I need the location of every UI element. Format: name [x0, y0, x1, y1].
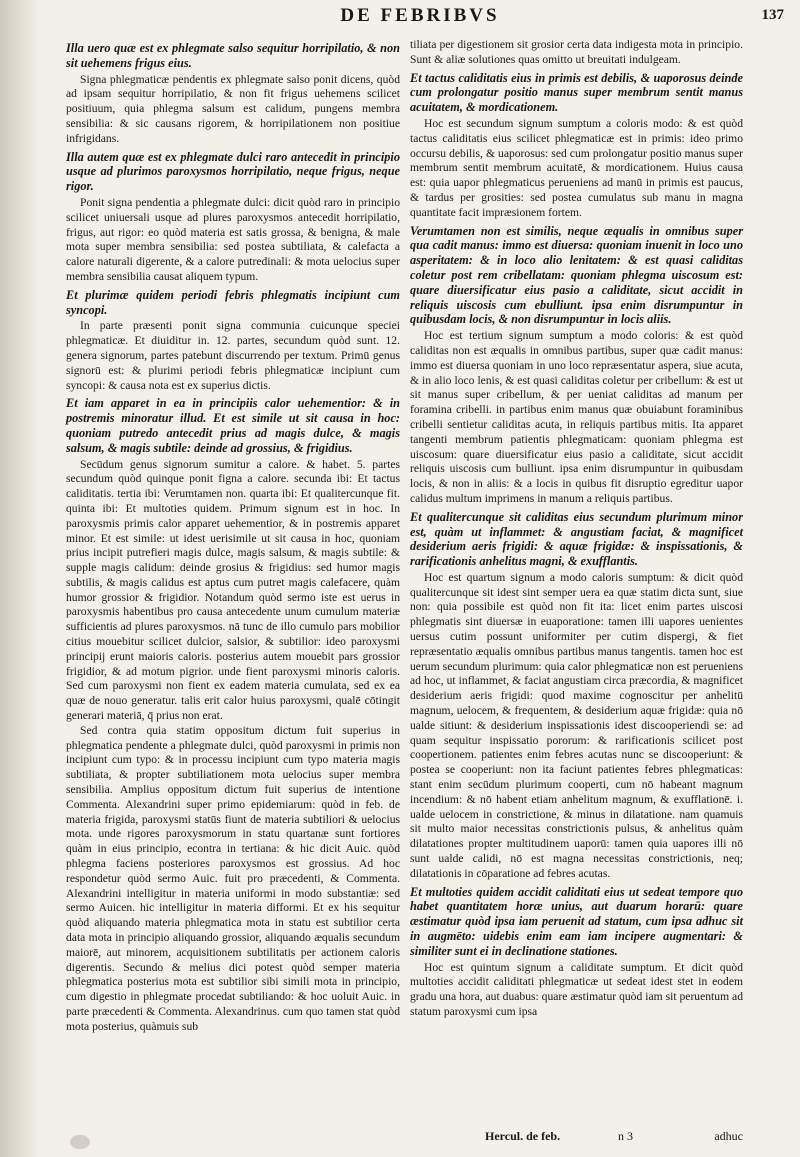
commentary-paragraph: Hoc est tertium signum sumptum a modo coloris: & est quòd caliditas non est æqualis in omnibus partibus, super quæ cadit manus: immo est diuersa quoniam in uno loco repræsentatur aspera, siue acuta, & in alio loco lenis, & est quasi caliditas coletur per cribellum: & est ut sit manus super cribellum, & per ueniat caliditas ad manum per foramina cribelli. in partibus enim manus quæ obuiabunt foraminibus cribelli sentietur caliditas acuta, in reliquis partibus mitis. Ita apparet tangenti membrum patientis phlegmaticam: quoniam phlegma est uiscosum: quare diuersificatur eius pasio a caliditate, sicut accidit reliquis uiscosis cum bulliunt. ipsa enim disrumpuntur in quibusdam locis, & non in aliis: & a locis in quibus fit disruptio egreditur uapor calidus multum imprimens in manum a reliquis partibus. — [410, 329, 743, 505]
commentary-paragraph: tiliata per digestionem sit grosior certa data indigesta mota in principio. Sunt & aliæ solutiones quas omitto ut breuitati indulgeam. — [410, 38, 743, 66]
right-column — [410, 38, 743, 1020]
left-column — [66, 38, 400, 1035]
commentary-paragraph: Sed contra quia statim oppositum dictum fuit superius in phlegmatica pendente a phlegmate dulci, quòd paroxysmi in primis non incipiunt cum typo: & in processu incipiunt cum typo materia magis subtiliata, & propter subtiliationem mota uelocius super membra sensibilia. Amplius oppositum dictum fuit superius de intentione Commenta. Alexandrini super primo epidemiarum: quòd in feb. de materia frigida, paroxysmi statūs fiunt de materia subtiliori & uelocius mota. unde rigores paroxysmorum in statu quartanæ sunt fortiores quàm in eius principio, econtra in tertiana: & hic dicit Auic. quòd phlegma faciens posteriores paroxysmos est grossius. Ad hoc respondetur quòd sermo Auic. fuit pro præcedenti, & Commenta. Alexandrini intelligitur in materia uniformi in modo substantiæ: sed sermo Auicen. hic intelligitur in materia difformi. Et ex his sequitur quòd aliquando materia phlegmatica mota in statu est subtilior certa data mota in principio aliquando grossior, aliquando æqualis secundum maiorē, aut minorem, acquisitionem subtilitatis per actionem caloris digerentis. Secundo & melius dici potest quòd semper materia phlegmatica posterius mota est subtilior sibi simili mota in principio, cum digestio in phlegmate procedat subtiliando: & hoc uoluit Auic. in parte præcedenti & Commenta. Alexandrinus. cum quo tamen stat quòd mota posterius, quàmuis sub — [66, 723, 400, 1033]
signature-mark: n 3 — [618, 1129, 633, 1143]
catchword: adhuc — [714, 1129, 743, 1143]
lemma-paragraph: Verumtamen non est similis, neque æqualis in omnibus super qua cadit manus: immo est diuersa: quoniam inuenit in loco uno asperitatem: & in loco alio lenitatem: & est quasi caliditas coletur post rem cribellatam: quoniam phlegma uiscosum est: quare diuersificatur eius pasio a caliditate, sicut accidit in reliquis uiscosis cum ebulliunt. ipsa enim disrumpuntur in quibusdam locis, & non disrumpuntur in locis aliis. — [410, 223, 743, 327]
commentary-paragraph: Signa phlegmaticæ pendentis ex phlegmate salso ponit dicens, quòd ad ipsam sequitur horripilatio, & non fit frigus uehemens scilicet positiuum, quia phlegma salsum est calidum, pungens membra sensibilia: & sic causans rigorem, & horripilationem non positiue infrigidans. — [66, 72, 400, 145]
commentary-paragraph: Ponit signa pendentia a phlegmate dulci: dicit quòd raro in principio scilicet uniuersali usque ad plures paroxysmos antecedit horripilatio, frigus, aut rigor: eo quòd materia est satis grossa, & benigna, & male mota super membra sensibilia: sed postea subtiliata, & calefacta a calore naturali digerente, & a calore putredinali: & mota uelocius super membra sensibilia causat aliquem typum. — [66, 195, 400, 283]
commentary-paragraph: Secūdum genus signorum sumitur a calore. & habet. 5. partes secundum quòd quinque ponit figna a calore. secunda ibi: Et tactus caliditatis. tertia ibi: Verumtamen non. quarta ibi: Et qualitercunque fit. quinta ibi: Et multoties quidem. Primum signum est in hoc. In paroxysmis primis calor apparet uehementior, & in postremis apparet minor. Et est simile: ut idest uerisimile ut sit causa in hoc, quoniam prius incipit putrefieri magis dulce, magis salsum, & magis subtile: & supple magis calidum: deinde grosius & frigidius: sed humor magis subtilis, & magis calidus est aptus cum putret magis calefacere, quàm humor grossior & frigidior. Notandum quòd sermo iste est uerus in paroxysmis habentibus pro causa antecedente unum cumulum materiæ sufficientis ad plures paroxysmos. nā tunc de illo cumulo pars mobilior citius mouebitur scilicet dulcior, salsior, & subtilior: ideo paroxysmi principij erunt maioris caloris. posterius autem mouebit pars grossior frigidior, & ad motum pigrior. unde fient paroxysmi minoris caloris. Sed cum paroxysmi non fient ex eadem materia cumulata, sed ex ea quæ de nouo generatur. talis erit calor huius paroxysmi, qualē cōtingit generari materiā, q̄ prius non erat. — [66, 457, 400, 723]
commentary-paragraph: Hoc est quartum signum a modo caloris sumptum: & dicit quòd qualitercunque sit idest sint semper uera ea quæ statim dicta sunt, siue non: quia possibile est quòd non fit ita: licet enim partes uiscosi phlegmatis sint diuersæ in euaporatione: tamen illi uapores uenientes uersus cutim possunt uniformiter per cutim dispergi, & fiet repræsentatio æqualis omnibus partibus manus tangentis. tamen hoc est uerum secundum plurimum: quia calor phlegmaticæ non est perueniens ad hoc, ut inflammet, & faciat angustiam circa præcordia, & magnificet desiderium aeris frigidi: quod maxime cognoscitur per anhelitū magnum, uelocem, & frequentem, & desiderium aquæ frigidæ: quia nō ualde sitiunt: & desiderium inspissationis idest discooperiendi se: ad quam sequitur inspissatio pororum: & rarificationis scilicet post coopertionem. patientes enim febres acutas nunc se discooperiunt: & postea se cooperiunt: non ita faciunt patientes febres phlegmaticas: stant enim secūdum plurimum cooperti, cum nō habeant magnum incendium: & nō habent etiam anhelitum magnum, & exufflationē. i. ualde uelocem in constrictione, & minus in dilatatione. nam quamuis sit multo maior necessitas constrictionis pulsus, & anhelitus quàm dilatationes propter multitudinem uaporū: tamen quia uapores illi nō sunt ualde calidi, nō est magna necessitas constrictionis, neq; dilatationis in cōparatione ad febres acutas. — [410, 570, 743, 880]
page-header — [0, 0, 800, 40]
running-head: DE FEBRIBVS — [340, 5, 500, 26]
lemma-paragraph: Et iam apparet in ea in principiis calor uehementior: & in postremis minoratur illud. Et est simile ut sit causa in hoc: quoniam putredo antecedit prius ad magis dulce, & magis salsum, & magis subtile: deinde ad grossius, & frigidius. — [66, 396, 400, 455]
folio-number: 137 — [761, 7, 784, 23]
ink-stain — [70, 1135, 90, 1149]
lemma-paragraph: Illa autem quæ est ex phlegmate dulci raro antecedit in principio usque ad plurimos paroxysmos horripilatio, neque frigus, neque rigor. — [66, 149, 400, 194]
commentary-paragraph: Hoc est quintum signum a caliditate sumptum. Et dicit quòd multoties accidit caliditati phlegmaticæ ut sedeat idest stet in eodem gradu una hora, aut duabus: quare æstimatur quòd iam sit peruentum ad statum paroxysmi cum ipsa — [410, 960, 743, 1018]
lemma-paragraph: Illa uero quæ est ex phlegmate salso sequitur horripilatio, & non sit uehemens frigus eius. — [66, 41, 400, 70]
commentary-paragraph: In parte præsenti ponit signa communia cuicunque speciei phlegmaticæ. Et diuiditur in. 12. partes, secundum quòd sunt. 12. genera signorum, partes patebunt discurrendo per textum. Primū genus signorū est: & plurimi periodi febris phlegmaticæ incipiunt cum syncopi: & causa nota est ex superius dictis. — [66, 319, 400, 392]
lemma-paragraph: Et tactus caliditatis eius in primis est debilis, & uaporosus deinde cum prolongatur positio manus super membrum sentit manus acuitatem, & mordicationem. — [410, 70, 743, 115]
page-footer — [410, 1127, 743, 1153]
lemma-paragraph: Et multoties quidem accidit caliditati eius ut sedeat tempore quo habet quantitatem horæ unius, aut duarum horarū: quare æstimatur quòd ipsa iam peruenit ad statum, cum ipsa adhuc sit in augmēto: uidebis enim eam iam incipere augmentari: & similiter sunt ei in declinatione stationes. — [410, 884, 743, 958]
lemma-paragraph: Et qualitercunque sit caliditas eius secundum plurimum minor est, quàm ut inflammet: & angustiam faciat, & magnificet desiderium aeris frigidi: & aquæ frigidæ: & inspissationis, & rarificationis anhelitus magni, & exufflantis. — [410, 509, 743, 569]
signature-author: Hercul. de feb. — [485, 1129, 561, 1143]
lemma-paragraph: Et plurimæ quidem periodi febris phlegmatis incipiunt cum syncopi. — [66, 287, 400, 317]
commentary-paragraph: Hoc est secundum signum sumptum a coloris modo: & est quòd tactus caliditatis eius scilicet phlegmaticæ est in primis: ideo primo occursu debilis, & uaporosus: sed cum prolongatur positio manus super membrum sentit membrum acuitatē, & mordicationem. Huius causa est: quia uapor phlegmaticus perueniens ad manū in primis est paucus, & tardus per grosities: sed postea cumulatus sub manu in magna quantitate facit impræsionem fortem. — [410, 116, 743, 219]
